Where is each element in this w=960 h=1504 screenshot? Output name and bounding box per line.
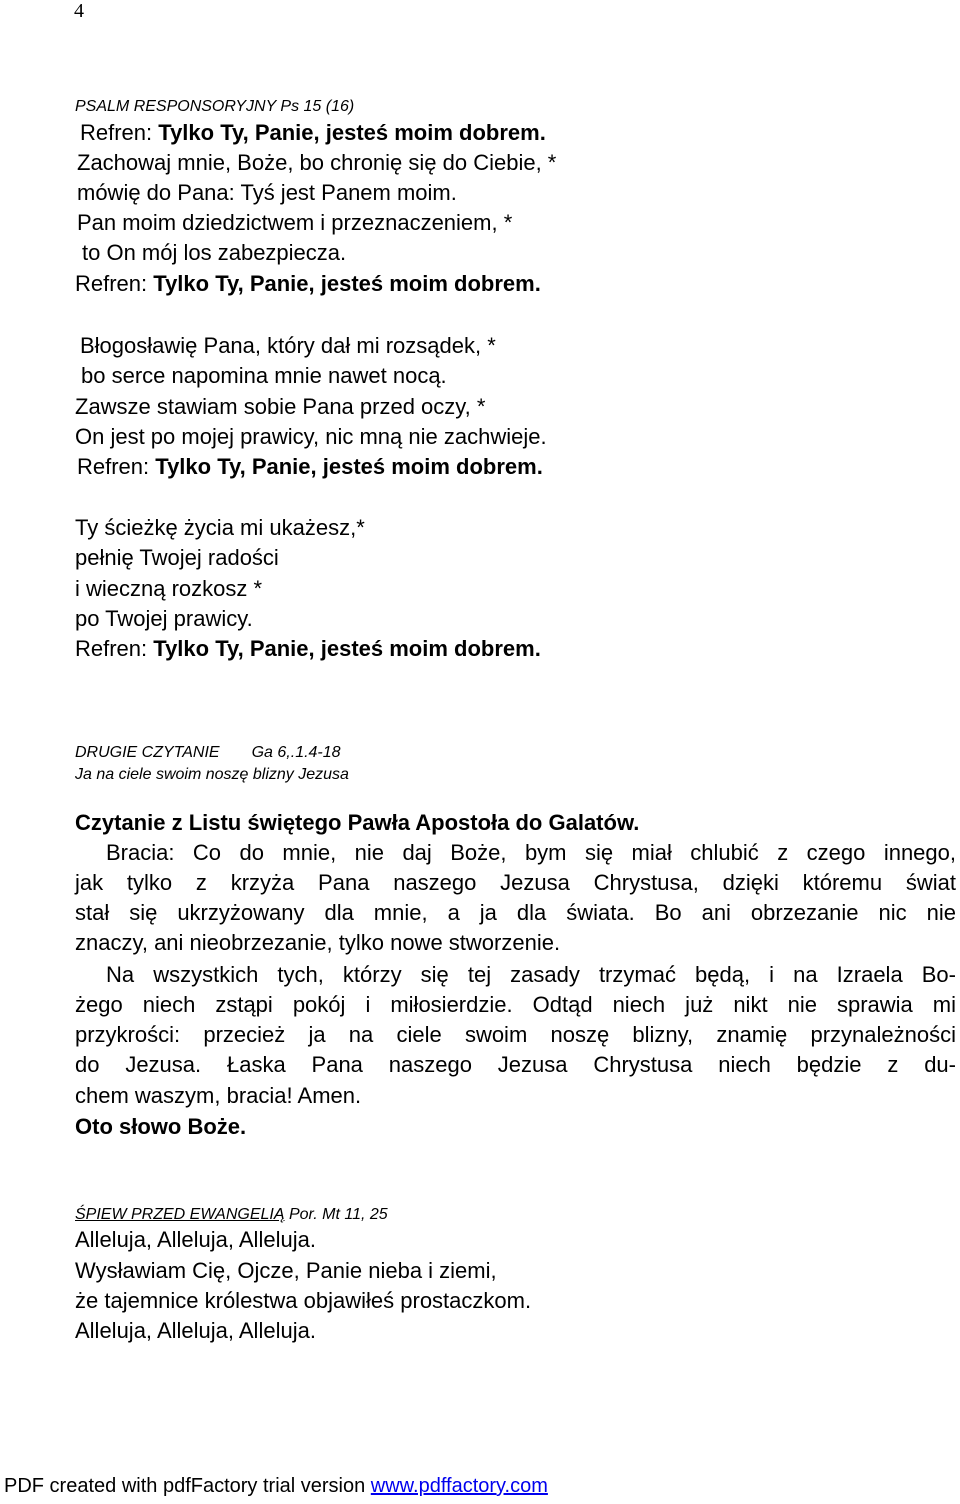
refrain-text: Tylko Ty, Panie, jesteś moim dobrem.	[153, 636, 541, 661]
psalm-verse: pełnię Twojej radości	[75, 545, 279, 570]
reading-header-label: DRUGIE CZYTANIE	[75, 744, 220, 761]
psalm-refrain-1	[80, 120, 546, 146]
reading-closing: Oto słowo Boże.	[75, 1114, 247, 1139]
acclamation-header-title: ŚPIEW PRZED EWANGELIĄ	[75, 1206, 285, 1223]
reading-header-ref: Ga 6,.1.4-18	[251, 744, 341, 761]
refrain-prefix: Refren:	[77, 454, 156, 479]
reading-line: znaczy, ani nieobrzezanie, tylko nowe stworzenie.	[75, 930, 561, 955]
reading-line: do Jezusa. Łaska Pana naszego Jezusa Chrystusa niech będzie z du-	[75, 1052, 956, 1077]
psalm-header: PSALM RESPONSORYJNY Ps 15 (16)	[75, 98, 355, 115]
reading-line: Bracia: Co do mnie, nie daj Boże, bym się miał chlubić z czego innego,	[106, 840, 956, 865]
psalm-verse: On jest po mojej prawicy, nic mną nie zachwieje.	[75, 424, 547, 449]
psalm-verse: po Twojej prawicy.	[75, 606, 253, 631]
page-number: 4	[74, 0, 84, 22]
acclamation-line: Alleluja, Alleluja, Alleluja.	[75, 1318, 316, 1343]
footer-link[interactable]: www.pdffactory.com	[370, 1475, 548, 1497]
refrain-text: Tylko Ty, Panie, jesteś moim dobrem.	[155, 454, 543, 479]
psalm-verse: Ty ścieżkę życia mi ukażesz,*	[75, 515, 365, 540]
psalm-verse: Zawsze stawiam sobie Pana przed oczy, *	[75, 394, 486, 419]
acclamation-line: Alleluja, Alleluja, Alleluja.	[75, 1227, 316, 1252]
footer-text: PDF created with pdfFactory trial version	[4, 1475, 371, 1497]
refrain-text: Tylko Ty, Panie, jesteś moim dobrem.	[153, 271, 541, 296]
psalm-verse: Pan moim dziedzictwem i przeznaczeniem, *	[77, 210, 513, 235]
psalm-refrain-4	[75, 636, 541, 662]
reading-line: jak tylko z krzyża Pana naszego Jezusa Chrystusa, dzięki któremu świat	[75, 870, 956, 895]
psalm-refrain-2	[75, 271, 541, 297]
refrain-prefix: Refren:	[75, 636, 154, 661]
acclamation-line: że tajemnice królestwa objawiłeś prostaczkom.	[75, 1288, 532, 1313]
acclamation-line: Wysławiam Cię, Ojcze, Panie nieba i ziemi,	[75, 1258, 497, 1283]
refrain-prefix: Refren:	[80, 120, 159, 145]
reading-subtitle: Ja na ciele swoim noszę blizny Jezusa	[75, 766, 349, 783]
reading-line: przykrości: przecież ja na ciele swoim noszę blizny, znamię przynależności	[75, 1022, 956, 1047]
reading-header	[75, 743, 341, 763]
psalm-verse: Błogosławię Pana, który dał mi rozsądek, *	[80, 333, 496, 358]
reading-title: Czytanie z Listu świętego Pawła Apostoła do Galatów.	[75, 810, 640, 835]
reading-line: Na wszystkich tych, którzy się tej zasady trzymać będą, i na Izraela Bo-	[106, 962, 956, 987]
psalm-verse: bo serce napomina mnie nawet nocą.	[81, 363, 447, 388]
acclamation-header	[75, 1205, 388, 1225]
refrain-text: Tylko Ty, Panie, jesteś moim dobrem.	[158, 120, 546, 145]
reading-line: chem waszym, bracia! Amen.	[75, 1083, 362, 1108]
psalm-refrain-3	[77, 454, 543, 480]
psalm-verse: to On mój los zabezpiecza.	[82, 240, 347, 265]
psalm-verse: mówię do Pana: Tyś jest Panem moim.	[77, 180, 457, 205]
refrain-prefix: Refren:	[75, 271, 154, 296]
reading-line: stał się ukrzyżowany dla mnie, a ja dla świata. Bo ani obrzezanie nic nie	[75, 900, 956, 925]
reading-line: żego niech zstąpi pokój i miłosierdzie. Odtąd niech już nikt nie sprawia mi	[75, 992, 956, 1017]
pdf-footer	[4, 1475, 548, 1498]
psalm-verse: i wieczną rozkosz *	[75, 576, 263, 601]
psalm-verse: Zachowaj mnie, Boże, bo chronię się do Ciebie, *	[77, 150, 557, 175]
acclamation-header-ref: Por. Mt 11, 25	[284, 1206, 388, 1223]
